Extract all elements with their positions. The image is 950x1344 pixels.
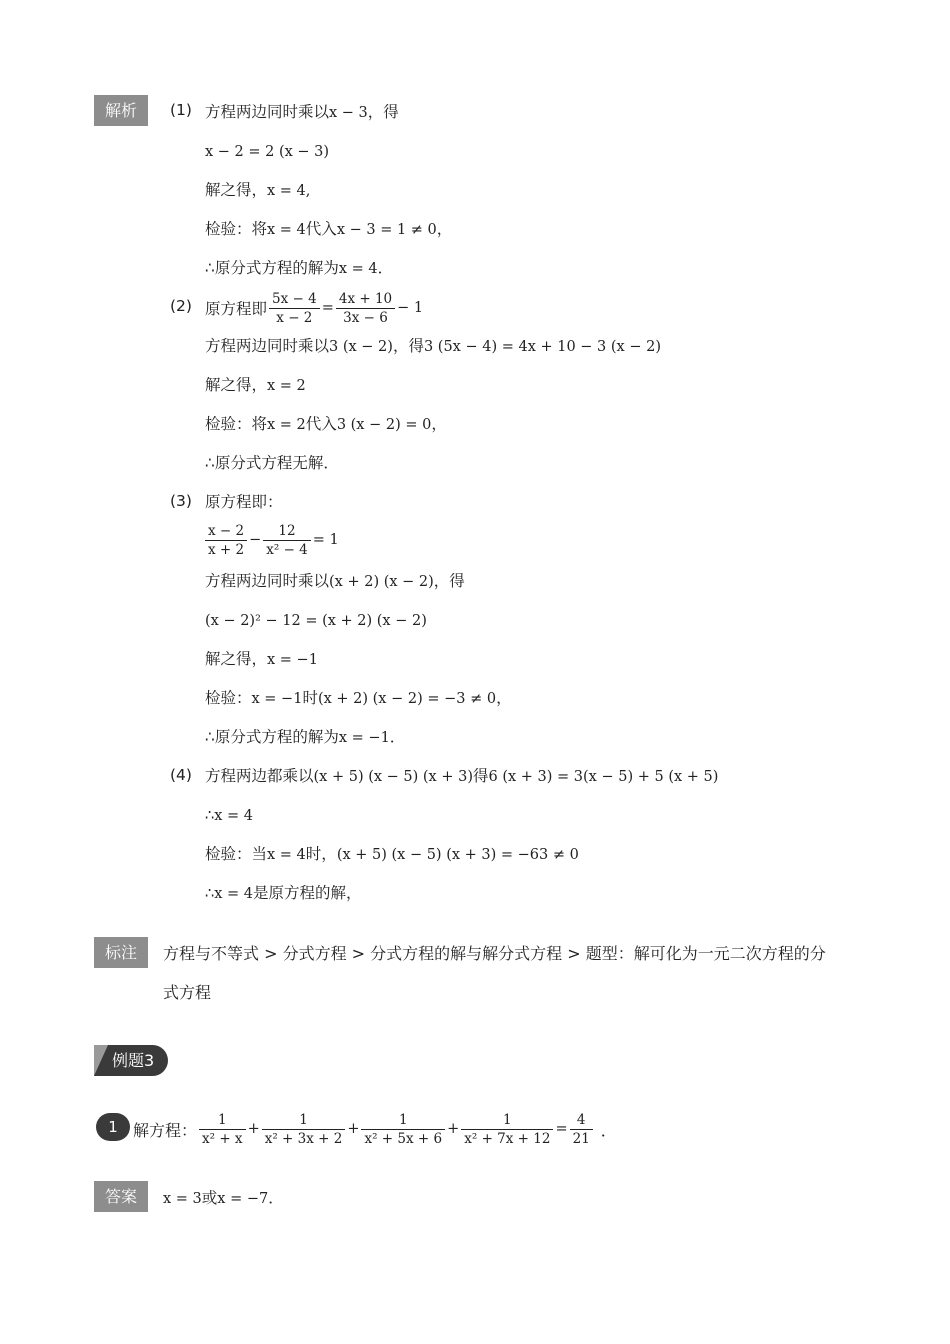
- p4-line-2: [205, 803, 253, 827]
- p3-line-1: [205, 490, 283, 514]
- part-3-number: (3): [170, 492, 192, 510]
- p1-l3-math: x = 4,: [267, 183, 311, 199]
- p3-fraction-2: [263, 522, 311, 559]
- p4-l4-math: ∴x = 4: [205, 886, 253, 902]
- p2-l2-math-1: 3 (x − 2): [329, 339, 393, 355]
- p4-line-1: [205, 764, 718, 788]
- p3-l1-text: 原方程即：: [205, 493, 283, 511]
- p1-line-4: [205, 217, 452, 241]
- q-plus-1: +: [247, 1121, 260, 1137]
- p1-l5-math: x = 4: [338, 261, 378, 277]
- p3-l5-math-2: (x + 2) (x − 2) = −3 ≠ 0: [317, 691, 497, 707]
- p3-line-6: [205, 725, 405, 749]
- p1-line-2: [205, 139, 329, 163]
- q-f3-denominator: x² + 5x + 6: [361, 1129, 445, 1148]
- p1-l5-text: ∴原分式方程的解为: [205, 259, 339, 277]
- p3-fraction-line: [203, 519, 339, 561]
- p2-l4-math-2: 3 (x − 2) = 0: [336, 417, 432, 433]
- p4-l1-mid: 得: [473, 767, 489, 785]
- answer-line: [163, 1186, 284, 1210]
- p1-l1-text: 方程两边同时乘以: [205, 103, 330, 121]
- p3-l5-tail: ，: [496, 689, 512, 707]
- q-f1-denominator: x² + x: [199, 1129, 246, 1148]
- p3-l5-mid: 时: [302, 689, 318, 707]
- p4-l3-math-2: (x + 5) (x − 5) (x + 3) = −63 ≠ 0: [336, 847, 579, 863]
- q-rhs-denominator: 21: [570, 1129, 593, 1148]
- p2-l4-tail: ，: [431, 415, 447, 433]
- p1-l4-text: 检验：将: [205, 220, 268, 238]
- p2-fraction-2: [336, 290, 395, 327]
- annotation-line-2: 式方程: [163, 983, 212, 1002]
- p3-l4-math: x = −1: [267, 652, 318, 668]
- p2-f1-denominator: x − 2: [269, 308, 320, 327]
- question-line: [133, 1108, 617, 1150]
- q-f1-numerator: 1: [217, 1111, 227, 1128]
- p4-line-3: [205, 842, 579, 866]
- p3-f2-numerator: 12: [278, 522, 296, 539]
- q-fraction-2: [262, 1111, 346, 1148]
- q-equals: =: [555, 1121, 568, 1137]
- p3-f2-denominator: x² − 4: [263, 540, 311, 559]
- p3-l6-math: x = −1: [338, 730, 390, 746]
- q-tail: ．: [600, 1120, 617, 1140]
- p2-l5-text: ∴原分式方程无解．: [205, 454, 339, 472]
- analysis-tag: 解析: [94, 95, 148, 126]
- p2-f-tail: − 1: [397, 300, 424, 316]
- q-plus-2: +: [347, 1121, 360, 1137]
- p2-l2-math-2: 3 (5x − 4) = 4x + 10 − 3 (x − 2): [423, 339, 661, 355]
- p2-l4-text: 检验：将: [205, 415, 268, 433]
- p1-line-3: [205, 178, 310, 202]
- q-fraction-1: [199, 1111, 246, 1148]
- p4-l1-math-1: (x + 5) (x − 5) (x + 3): [313, 769, 473, 785]
- p4-line-4: [205, 881, 362, 905]
- example-label-text: 例题3: [112, 1051, 155, 1070]
- p3-minus: −: [249, 532, 262, 548]
- p1-l1-tail: ，得: [367, 103, 399, 121]
- p2-l2-mid: ，得: [392, 337, 424, 355]
- p4-l1-text: 方程两边都乘以: [205, 767, 314, 785]
- answer-mid: 或: [201, 1189, 218, 1207]
- part-1-number: (1): [170, 101, 192, 119]
- part-2-number: (2): [170, 297, 192, 315]
- q-rhs-numerator: 4: [576, 1111, 586, 1128]
- p2-f2-denominator: 3x − 6: [336, 308, 395, 327]
- q-f2-denominator: x² + 3x + 2: [262, 1129, 346, 1148]
- q-f3-numerator: 1: [398, 1111, 408, 1128]
- p1-l1-math: x − 3: [329, 105, 368, 121]
- p3-l5-math-1: x = −1: [251, 691, 303, 707]
- p4-l3-text: 检验：当: [205, 845, 268, 863]
- p4-l3-mid: 时，: [305, 845, 337, 863]
- p3-line-4: [205, 647, 318, 671]
- answer-math-1: x = 3: [163, 1191, 202, 1207]
- answer-math-2: x = −7: [217, 1191, 269, 1207]
- p2-l4-math-1: x = 2: [267, 417, 306, 433]
- p2-line-2: [205, 334, 661, 358]
- p1-l4-tail: ，: [436, 220, 453, 238]
- p2-f1-numerator: 5x − 4: [272, 290, 317, 307]
- example-label: [94, 1045, 168, 1076]
- p1-l4-mid: 代入: [305, 220, 337, 238]
- p3-l5-text: 检验：: [205, 689, 252, 707]
- q-fraction-4: [461, 1111, 553, 1148]
- q-plus-3: +: [447, 1121, 460, 1137]
- p2-line-1: [205, 287, 423, 329]
- p4-l3-math-1: x = 4: [267, 847, 306, 863]
- p2-fraction-1: [269, 290, 320, 327]
- p4-l4-text: 是原方程的解，: [253, 884, 362, 902]
- p4-l1-math-2: 6 (x + 3) = 3(x − 5) + 5 (x + 5): [488, 769, 719, 785]
- p3-line-5: [205, 686, 512, 710]
- p4-l2-math: ∴x = 4: [205, 808, 253, 824]
- p3-l6-text: ∴原分式方程的解为: [205, 728, 339, 746]
- p3-l6-tail: ．: [389, 728, 406, 746]
- p3-l2-math: (x + 2) (x − 2): [329, 574, 434, 590]
- q-rhs-fraction: [570, 1111, 593, 1148]
- answer-tail: ．: [268, 1189, 284, 1207]
- question-number-badge: 1: [96, 1113, 130, 1141]
- p1-l4-math-2: x − 3 = 1 ≠ 0: [336, 222, 437, 238]
- p1-line-1: [205, 100, 399, 124]
- p2-l3-text: 解之得，: [205, 376, 268, 394]
- p2-l2-text: 方程两边同时乘以: [205, 337, 330, 355]
- q-f2-numerator: 1: [299, 1111, 308, 1128]
- q-f4-numerator: 1: [503, 1111, 512, 1128]
- p1-line-5: [205, 256, 393, 280]
- p3-l3-math: (x − 2)² − 12 = (x + 2) (x − 2): [205, 613, 427, 629]
- p3-f-tail: = 1: [312, 532, 339, 548]
- p3-l2-text: 方程两边同时乘以: [205, 572, 330, 590]
- p3-l4-text: 解之得，: [205, 650, 268, 668]
- p3-line-2: [205, 569, 465, 593]
- annotation-line-1: 方程与不等式 > 分式方程 > 分式方程的解与解分式方程 > 题型：解可化为一元二次方程的分: [163, 944, 826, 963]
- p2-l3-math: x = 2: [267, 378, 306, 394]
- q-fraction-3: [361, 1111, 445, 1148]
- p3-f1-numerator: x − 2: [208, 522, 245, 539]
- p1-l2-math: x − 2 = 2 (x − 3): [205, 144, 330, 160]
- p1-l5-tail: ．: [377, 259, 394, 277]
- p3-line-3: [205, 608, 427, 632]
- p2-line-4: [205, 412, 447, 436]
- p2-f2-numerator: 4x + 10: [338, 290, 393, 307]
- answer-tag: 答案: [94, 1181, 148, 1212]
- p3-l2-tail: ，得: [433, 572, 465, 590]
- part-4-number: (4): [170, 766, 192, 784]
- q-f4-denominator: x² + 7x + 12: [461, 1129, 553, 1148]
- p2-l4-mid: 代入: [305, 415, 337, 433]
- p3-fraction-1: [205, 522, 247, 559]
- annotation-tag: 标注: [94, 937, 148, 968]
- question-text: 解方程：: [133, 1120, 198, 1140]
- p2-line-3: [205, 373, 306, 397]
- p2-line-5: [205, 451, 339, 475]
- p2-l1-text: 原方程即: [205, 300, 268, 318]
- p1-l4-math-1: x = 4: [267, 222, 306, 238]
- p1-l3-text: 解之得，: [205, 181, 268, 199]
- p3-f1-denominator: x + 2: [205, 540, 247, 559]
- p2-equals: =: [321, 300, 334, 316]
